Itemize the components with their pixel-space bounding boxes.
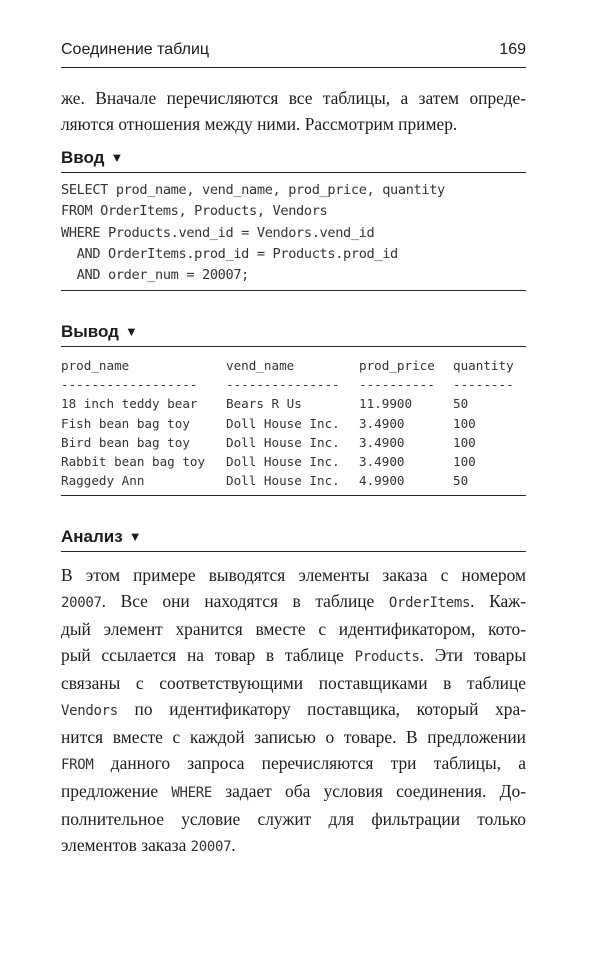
text-run: В этом примере выводятся элементы заказа с номером bbox=[61, 565, 526, 585]
text-run: рый ссылается на товар в таблице bbox=[61, 645, 355, 665]
analysis-heading bbox=[61, 527, 142, 547]
analysis-line bbox=[61, 832, 526, 860]
inline-code: 20007 bbox=[190, 839, 232, 855]
analysis-line bbox=[61, 642, 526, 670]
table-cell: 100 bbox=[453, 434, 476, 450]
code-line: AND order_num = 20007; bbox=[61, 267, 250, 284]
table-header-row bbox=[61, 356, 526, 375]
text-run: полнительное условие служит для фильтрации только bbox=[61, 809, 526, 829]
input-heading-label: Ввод bbox=[61, 148, 105, 167]
output-heading bbox=[61, 322, 138, 342]
text-run: . Каж- bbox=[470, 591, 526, 611]
text-run: данного запроса перечисляются три таблицы, а bbox=[93, 753, 526, 773]
table-cell: 100 bbox=[453, 453, 476, 469]
triangle-down-icon: ▼ bbox=[110, 150, 124, 165]
input-heading bbox=[61, 148, 123, 168]
table-cell: --------------- bbox=[226, 377, 340, 393]
analysis-line bbox=[61, 696, 526, 724]
table-row bbox=[61, 452, 526, 471]
table-row bbox=[61, 414, 526, 433]
text-run: нится вместе с каждой записью о товаре. В предложении bbox=[61, 727, 526, 747]
table-cell: ---------- bbox=[359, 377, 435, 393]
inline-code: WHERE bbox=[171, 785, 213, 801]
sql-code-block bbox=[61, 180, 526, 286]
table-cell: 50 bbox=[453, 473, 469, 489]
table-cell: Fish bean bag toy bbox=[61, 415, 190, 431]
intro-paragraph bbox=[61, 85, 526, 137]
table-cell: Bird bean bag toy bbox=[61, 434, 190, 450]
text-run: . bbox=[231, 835, 236, 855]
text-run: элементов заказа bbox=[61, 835, 191, 855]
code-line: FROM OrderItems, Products, Vendors bbox=[61, 203, 328, 220]
table-cell: Doll House Inc. bbox=[226, 453, 340, 469]
inline-code: OrderItems bbox=[388, 595, 471, 611]
code-line: AND OrderItems.prod_id = Products.prod_id bbox=[61, 245, 398, 262]
triangle-down-icon: ▼ bbox=[128, 529, 142, 544]
table-cell: Raggedy Ann bbox=[61, 473, 145, 489]
analysis-line bbox=[61, 616, 526, 642]
table-cell: prod_name bbox=[61, 358, 130, 373]
table-cell: Doll House Inc. bbox=[226, 434, 340, 450]
analysis-line bbox=[61, 724, 526, 750]
table-cell: 18 inch teddy bear bbox=[61, 396, 198, 412]
table-cell: -------- bbox=[453, 377, 514, 393]
table-cell: prod_price bbox=[359, 358, 435, 373]
table-separator-row bbox=[61, 375, 526, 394]
text-run: по идентификатору поставщика, который хра- bbox=[117, 699, 526, 719]
triangle-down-icon: ▼ bbox=[124, 324, 138, 339]
table-row bbox=[61, 394, 526, 413]
table-row bbox=[61, 433, 526, 452]
table-row bbox=[61, 471, 526, 490]
text-run: задает оба условия соединения. До- bbox=[212, 781, 527, 801]
running-header bbox=[61, 39, 526, 68]
table-cell: 11.9900 bbox=[359, 396, 413, 412]
analysis-line bbox=[61, 588, 526, 616]
analysis-line bbox=[61, 562, 526, 588]
code-line: SELECT prod_name, vend_name, prod_price, quantity bbox=[61, 182, 445, 198]
table-cell: 3.4900 bbox=[359, 453, 405, 469]
output-top-rule bbox=[61, 346, 526, 347]
analysis-line bbox=[61, 670, 526, 696]
input-top-rule bbox=[61, 172, 526, 173]
analysis-top-rule bbox=[61, 551, 526, 552]
analysis-line bbox=[61, 750, 526, 778]
table-cell: Rabbit bean bag toy bbox=[61, 453, 206, 469]
text-run: предложение bbox=[61, 781, 172, 801]
query-output-table bbox=[61, 356, 526, 490]
page-number: 169 bbox=[499, 41, 526, 58]
intro-line: ляются отношения между ними. Рассмотрим пример. bbox=[61, 114, 458, 134]
analysis-heading-label: Анализ bbox=[61, 527, 123, 546]
analysis-line bbox=[61, 778, 526, 806]
text-run: связаны с соответствующими поставщиками в таблице bbox=[61, 673, 526, 693]
inline-code: FROM bbox=[61, 757, 94, 773]
analysis-paragraph bbox=[61, 562, 526, 860]
intro-line: же. Вначале перечисляются все таблицы, а затем опреде- bbox=[61, 88, 526, 108]
text-run: . Эти товары bbox=[419, 645, 526, 665]
table-cell: 3.4900 bbox=[359, 434, 405, 450]
table-cell: quantity bbox=[453, 358, 514, 373]
text-run: дый элемент хранится вместе с идентификатором, кото- bbox=[61, 619, 526, 639]
table-cell: 4.9900 bbox=[359, 473, 405, 489]
code-line: WHERE Products.vend_id = Vendors.vend_id bbox=[61, 224, 375, 241]
inline-code: 20007 bbox=[61, 595, 102, 611]
output-heading-label: Вывод bbox=[61, 322, 119, 341]
table-cell: Doll House Inc. bbox=[226, 473, 340, 489]
table-cell: Bears R Us bbox=[226, 396, 302, 412]
text-run: . Все они находятся в таблице bbox=[101, 591, 389, 611]
output-bottom-rule bbox=[61, 495, 526, 496]
table-cell: Doll House Inc. bbox=[226, 415, 340, 431]
table-cell: 100 bbox=[453, 415, 476, 431]
table-cell: 50 bbox=[453, 396, 469, 412]
inline-code: Vendors bbox=[61, 703, 118, 719]
table-cell: ------------------ bbox=[61, 377, 198, 393]
analysis-line bbox=[61, 806, 526, 832]
inline-code: Products bbox=[354, 649, 420, 665]
input-bottom-rule bbox=[61, 290, 526, 291]
table-cell: vend_name bbox=[226, 358, 295, 373]
table-cell: 3.4900 bbox=[359, 415, 405, 431]
chapter-title: Соединение таблиц bbox=[61, 41, 210, 58]
